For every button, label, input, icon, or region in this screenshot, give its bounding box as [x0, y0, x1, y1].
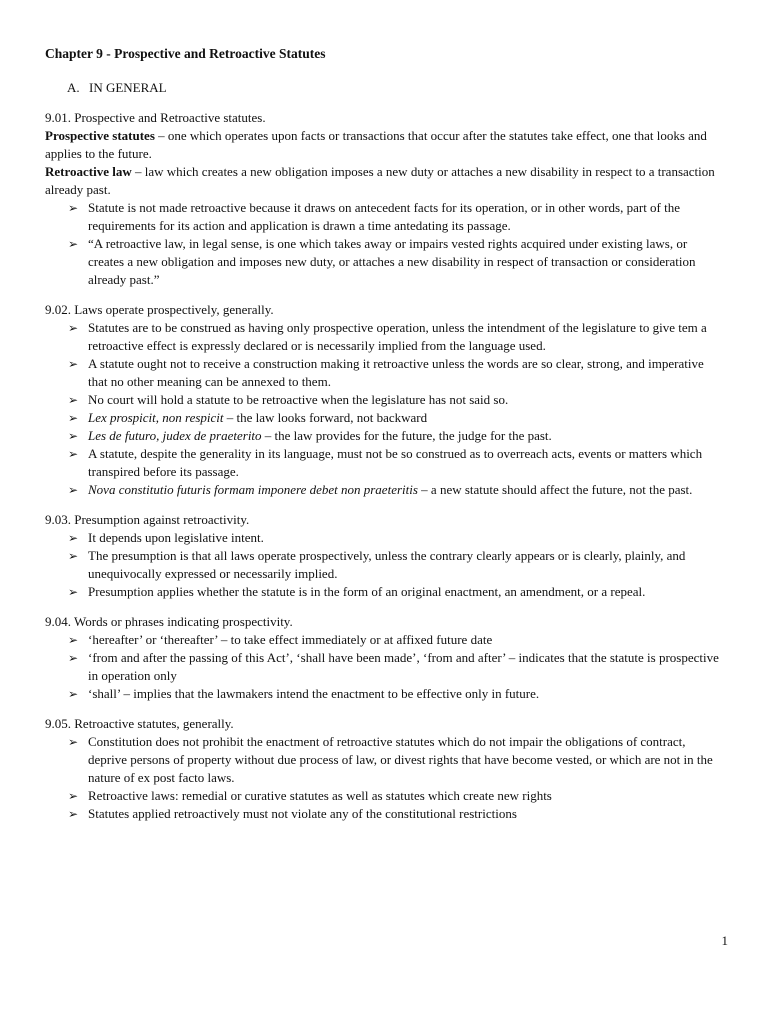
list-item-text: – a new statute should affect the future, not the past. [417, 482, 693, 497]
list-item [45, 409, 723, 427]
arrow-bullet-icon: ➢ [68, 483, 79, 497]
list-item-text: Statutes applied retroactively must not violate any of the constitutional restrictions [88, 806, 517, 821]
arrow-bullet-icon: ➢ [68, 237, 79, 251]
list-item [45, 391, 723, 409]
latin-maxim: Lex prospicit, non respicit [88, 410, 224, 425]
latin-maxim: Les de futuro, judex de praeterito [88, 428, 262, 443]
list-item-text: Presumption applies whether the statute is in the form of an original enactment, an amendment, or a repeal. [88, 584, 646, 599]
bullet-list [45, 319, 723, 499]
heading-letter: A. [67, 80, 80, 95]
definition-term: Retroactive law [45, 164, 132, 179]
list-item-text: Retroactive laws: remedial or curative statutes as well as statutes which create new rights [88, 788, 552, 803]
list-item [45, 319, 723, 355]
document-page [45, 45, 723, 823]
definition-term: Prospective statutes [45, 128, 155, 143]
list-item [45, 649, 723, 685]
list-item [45, 445, 723, 481]
arrow-bullet-icon: ➢ [68, 447, 79, 461]
section-9-03 [45, 511, 723, 601]
list-item-text: ‘hereafter’ or ‘thereafter’ – to take effect immediately or at affixed future date [88, 632, 493, 647]
definition-prospective [45, 127, 723, 163]
arrow-bullet-icon: ➢ [68, 201, 79, 215]
arrow-bullet-icon: ➢ [68, 357, 79, 371]
section-9-05 [45, 715, 723, 823]
list-item-text: No court will hold a statute to be retroactive when the legislature has not said so. [88, 392, 509, 407]
list-item-text: The presumption is that all laws operate prospectively, unless the contrary clearly appears or is clearly, plainly, and unequivocally expressed or necessarily implied. [88, 548, 686, 581]
section-9-01 [45, 109, 723, 289]
list-item-text: ‘shall’ – implies that the lawmakers intend the enactment to be effective only in future. [88, 686, 540, 701]
list-item [45, 787, 723, 805]
arrow-bullet-icon: ➢ [68, 687, 79, 701]
definition-retroactive [45, 163, 723, 199]
arrow-bullet-icon: ➢ [68, 789, 79, 803]
list-item-text: ‘from and after the passing of this Act’, ‘shall have been made’, ‘from and after’ – indicates that the statute is prospective in operation only [88, 650, 719, 683]
list-item-text: Statute is not made retroactive because it draws on antecedent facts for its operation, or in other words, part of the requirements for its action and application is drawn a time antedating its passage. [88, 200, 681, 233]
page-number: 1 [721, 933, 728, 948]
list-item-text: – the law provides for the future, the judge for the past. [261, 428, 552, 443]
list-item-text: Constitution does not prohibit the enactment of retroactive statutes which do not impair the obligations of contract, deprive persons of property without due process of law, or divest rights that have become vested, or which are not in the nature of ex post facto laws. [88, 734, 713, 785]
arrow-bullet-icon: ➢ [68, 651, 79, 665]
bullet-list [45, 199, 723, 289]
arrow-bullet-icon: ➢ [68, 633, 79, 647]
arrow-bullet-icon: ➢ [68, 393, 79, 407]
section-title: 9.05. Retroactive statutes, generally. [45, 716, 234, 731]
list-item-text: Statutes are to be construed as having only prospective operation, unless the intendment of the legislature to give tem a retroactive effect is expressly declared or is necessarily implied from the language used. [88, 320, 707, 353]
arrow-bullet-icon: ➢ [68, 585, 79, 599]
arrow-bullet-icon: ➢ [68, 735, 79, 749]
section-title: 9.02. Laws operate prospectively, generally. [45, 302, 274, 317]
list-item-text: It depends upon legislative intent. [88, 530, 264, 545]
list-item [45, 733, 723, 787]
definition-text: – one which operates upon facts or transactions that occur after the statutes take effect, one that looks and applies to the future. [45, 128, 707, 161]
list-item [45, 547, 723, 583]
list-item [45, 583, 723, 601]
list-item [45, 199, 723, 235]
definition-text: – law which creates a new obligation imposes a new duty or attaches a new disability in respect to a transaction already past. [45, 164, 715, 197]
list-item [45, 805, 723, 823]
list-item [45, 529, 723, 547]
arrow-bullet-icon: ➢ [68, 807, 79, 821]
list-item [45, 355, 723, 391]
list-item [45, 427, 723, 445]
arrow-bullet-icon: ➢ [68, 321, 79, 335]
section-title: 9.01. Prospective and Retroactive statutes. [45, 110, 266, 125]
list-item-text: – the law looks forward, not backward [223, 410, 428, 425]
bullet-list [45, 733, 723, 823]
latin-maxim: Nova constitutio futuris formam imponere debet non praeteritis [88, 482, 418, 497]
section-9-04 [45, 613, 723, 703]
list-item-text: “A retroactive law, in legal sense, is one which takes away or impairs vested rights acquired under existing laws, or creates a new obligation and imposes new duty, or attaches a new disability in respect of transaction or consideration already past.” [88, 236, 696, 287]
bullet-list [45, 529, 723, 601]
chapter-title: Chapter 9 - Prospective and Retroactive Statutes [45, 46, 326, 61]
list-item-text: A statute ought not to receive a construction making it retroactive unless the words are so clear, strong, and imperative that no other meaning can be annexed to them. [88, 356, 704, 389]
section-title: 9.03. Presumption against retroactivity. [45, 512, 250, 527]
list-item [45, 481, 723, 499]
arrow-bullet-icon: ➢ [68, 549, 79, 563]
section-9-02 [45, 301, 723, 499]
list-item [45, 631, 723, 649]
list-item [45, 685, 723, 703]
heading-text: IN GENERAL [89, 80, 167, 95]
section-title: 9.04. Words or phrases indicating prospectivity. [45, 614, 293, 629]
arrow-bullet-icon: ➢ [68, 411, 79, 425]
list-item-text: A statute, despite the generality in its language, must not be so construed as to overreach acts, events or matters which transpired before its passage. [88, 446, 703, 479]
arrow-bullet-icon: ➢ [68, 531, 79, 545]
section-heading-a [45, 79, 723, 97]
arrow-bullet-icon: ➢ [68, 429, 79, 443]
bullet-list [45, 631, 723, 703]
list-item [45, 235, 723, 289]
